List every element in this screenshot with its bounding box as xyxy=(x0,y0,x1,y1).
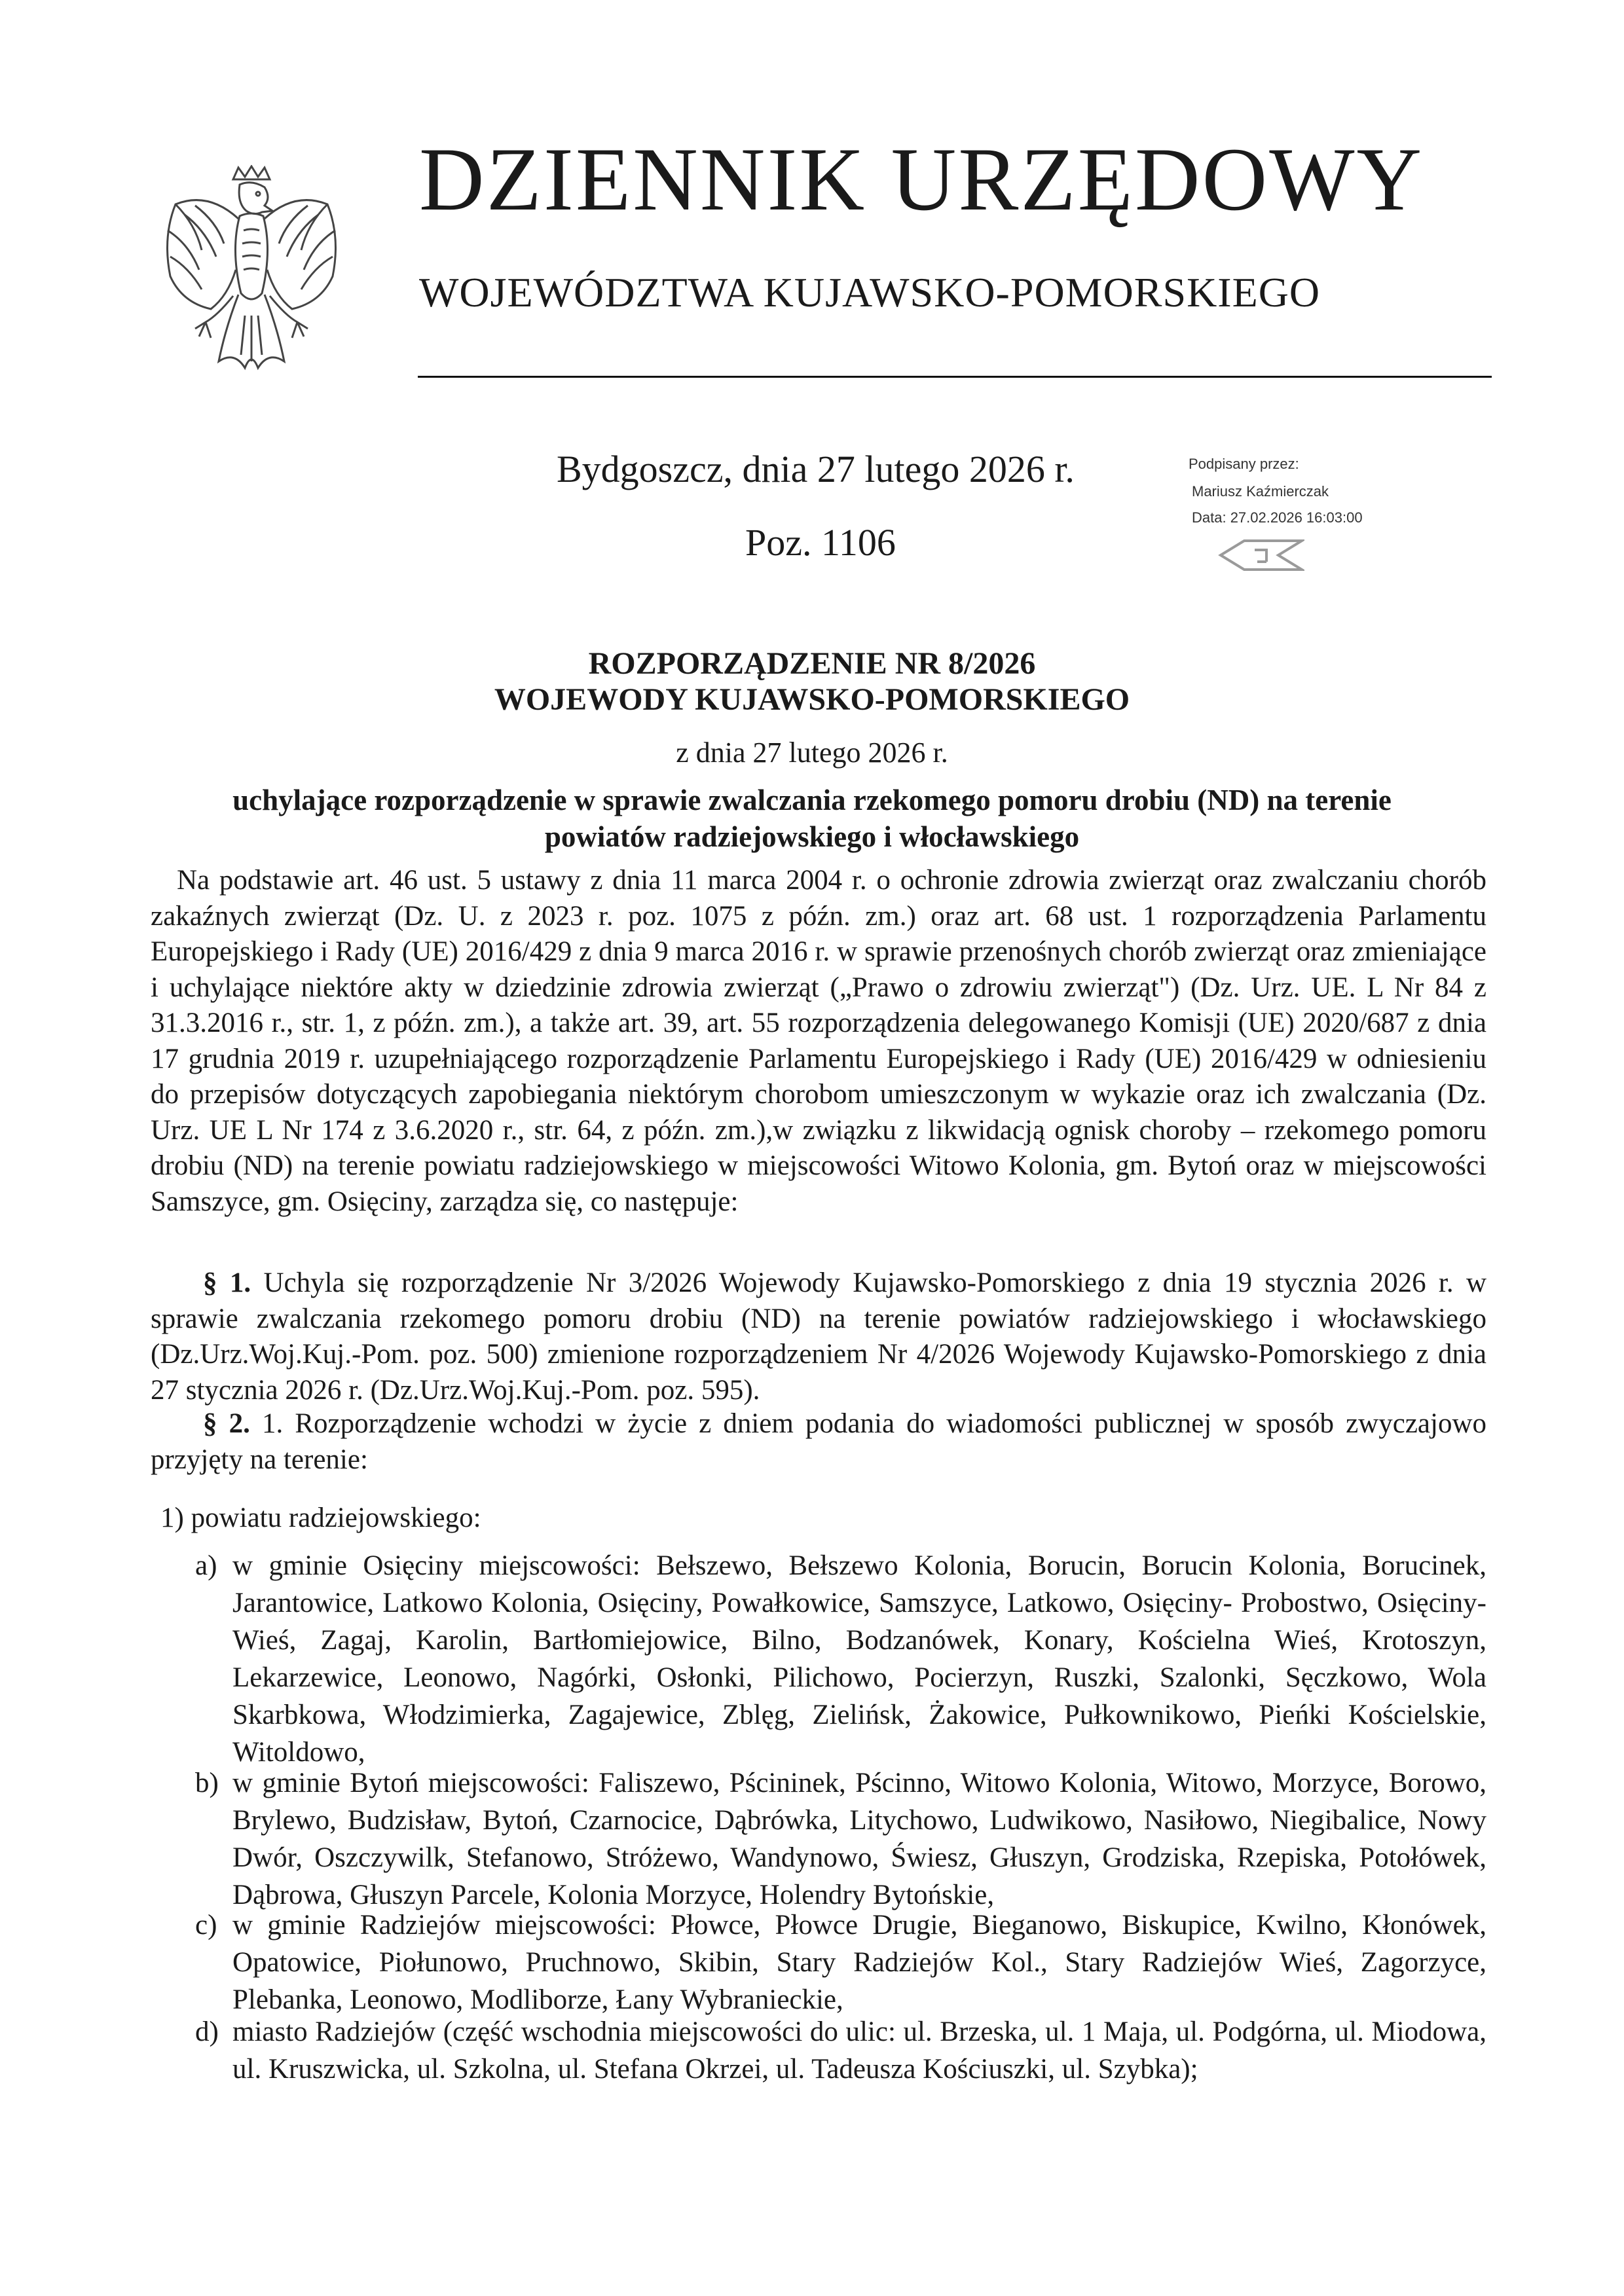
subitem-label: d) xyxy=(195,2016,219,2047)
legal-basis-paragraph: Na podstawie art. 46 ust. 5 ustawy z dnia 11 marca 2004 r. o ochronie zdrowia zwierząt oraz zwalczaniu chorób zakaźnych zwierząt (Dz. U. z 2023 r. poz. 1075 z późn. zm.) oraz art. 68 ust. 1 rozporządzenia Parlamentu Europejskiego i Rady (UE) 2016/429 z dnia 9 marca 2016 r. w sprawie przenośnych chorób zwierząt oraz zmieniające i uchylające niektóre akty w dziedzinie zdrowia zwierząt („Prawo o zdrowiu zwierząt") (Dz. Urz. UE. L Nr 84 z 31.3.2016 r., str. 1, z późn. zm.), a także art. 39, art. 55 rozporządzenia delegowanego Komisji (UE) 2020/687 z dnia 17 grudnia 2019 r. uzupełniającego rozporządzenie Parlamentu Europejskiego i Rady (UE) 2016/429 w odniesieniu do przepisów dotyczących zapobiegania niektórym chorobom umieszczonym w wykazie oraz ich zwalczania (Dz. Urz. UE L Nr 174 z 3.6.2020 r., str. 64, z późn. zm.),w związku z likwidacją ognisk choroby – rzekomego pomoru drobiu (ND) na terenie powiatu radziejowskiego w miejscowości Witowo Kolonia, gm. Bytoń oraz w miejscowości Samszyce, gm. Osięciny, zarządza się, co następuje: xyxy=(151,865,1486,1217)
section-1 xyxy=(151,1266,1486,1408)
section-2-text: 1. Rozporządzenie wchodzi w życie z dniem podania do wiadomości publicznej w sposób zwyczajowo przyjęty na terenie: xyxy=(151,1408,1486,1475)
regulation-date: z dnia 27 lutego 2026 r. xyxy=(676,737,948,769)
position-number: Poz. 1106 xyxy=(745,521,896,564)
subitem-label: b) xyxy=(195,1768,219,1798)
subitem-text: miasto Radziejów (część wschodnia miejscowości do ulic: ul. Brzeska, ul. 1 Maja, ul. Podgórna, ul. Miodowa, ul. Kruszwicka, ul. Szkolna, ul. Stefana Okrzei, ul. Tadeusza Kościuszki, ul. Szybka); xyxy=(232,2016,1486,2085)
list-item-1: 1) powiatu radziejowskiego: xyxy=(160,1503,481,1533)
subitem-c xyxy=(195,1906,1486,2018)
subitem-text: w gminie Osięciny miejscowości: Bełszewo, Bełszewo Kolonia, Borucin, Borucin Kolonia, Borucinek, Jarantowice, Latkowo Kolonia, Osięciny, Powałkowice, Samszyce, Latkowo, Osięciny- Probostwo, Osięciny-Wieś, Zagaj, Karolin, Bartłomiejowice, Bilno, Bodzanówek, Konary, Kościelna Wieś, Krotoszyn, Lekarzewice, Leonowo, Nagórki, Osłonki, Pilichowo, Pocierzyn, Ruszki, Szalonki, Sęczkowo, Wola Skarbkowa, Włodzimierka, Zagajewice, Zblęg, Zielińsk, Żakowice, Pułkownikowo, Pieńki Kościelskie, Witoldowo, xyxy=(232,1550,1486,1768)
subitem-label: a) xyxy=(195,1550,217,1581)
signature-valid-icon xyxy=(1218,536,1304,575)
place-and-date: Bydgoszcz, dnia 27 lutego 2026 r. xyxy=(557,448,1075,490)
subitem-text: w gminie Bytoń miejscowości: Faliszewo, Pścininek, Pścinno, Witowo Kolonia, Witowo, Morzyce, Borowo, Brylewo, Budzisław, Bytoń, Czarnocice, Dąbrówka, Litychowo, Ludwikowo, Nasiłowo, Niegibalice, Nowy Dwór, Oszczywilk, Stefanowo, Stróżewo, Wandynowo, Świesz, Głuszyn, Grodziska, Rzepiska, Potołówek, Dąbrowa, Głuszyn Parcele, Kolonia Morzyce, Holendry Bytońskie, xyxy=(232,1768,1486,1910)
journal-subtitle: WOJEWÓDZTWA KUJAWSKO-POMORSKIEGO xyxy=(419,269,1321,316)
coat-of-arms-eagle-icon xyxy=(156,165,347,388)
subitem-a xyxy=(195,1547,1486,1771)
section-2 xyxy=(151,1406,1486,1478)
journal-title: DZIENNIK URZĘDOWY xyxy=(419,129,1424,229)
subitem-b xyxy=(195,1764,1486,1914)
signature-name: Mariusz Kaźmierczak xyxy=(1192,483,1329,500)
section-1-mark: § 1. xyxy=(203,1267,251,1298)
subitem-d xyxy=(195,2013,1486,2088)
subitem-label: c) xyxy=(195,1910,217,1941)
signature-date: Data: 27.02.2026 16:03:00 xyxy=(1192,509,1363,526)
header-divider xyxy=(418,376,1492,378)
regulation-subject: uchylające rozporządzenie w sprawie zwalczania rzekomego pomoru drobiu (ND) na terenie xyxy=(232,784,1392,816)
regulation-issuer: WOJEWODY KUJAWSKO-POMORSKIEGO xyxy=(494,682,1130,717)
subitem-text: w gminie Radziejów miejscowości: Płowce, Płowce Drugie, Bieganowo, Biskupice, Kwilno, Kłonówek, Opatowice, Piołunowo, Pruchnowo, Skibin, Stary Radziejów Kol., Stary Radziejów Wieś, Zagorzyce, Plebanka, Leonowo, Modliborze, Łany Wybranieckie, xyxy=(232,1910,1486,2015)
signature-label: Podpisany przez: xyxy=(1189,456,1299,472)
section-1-text: Uchyla się rozporządzenie Nr 3/2026 Wojewody Kujawsko-Pomorskiego z dnia 19 stycznia 2026 r. w sprawie zwalczania rzekomego pomoru drobiu (ND) na terenie powiatów radziejowskiego i włocławskiego (Dz.Urz.Woj.Kuj.-Pom. poz. 500) zmienione rozporządzeniem Nr 4/2026 Wojewody Kujawsko-Pomorskiego z dnia 27 stycznia 2026 r. (Dz.Urz.Woj.Kuj.-Pom. poz. 595). xyxy=(151,1267,1487,1406)
regulation-title: ROZPORZĄDZENIE NR 8/2026 xyxy=(588,646,1036,681)
regulation-subject-continued: powiatów radziejowskiego i włocławskiego xyxy=(544,820,1080,853)
section-2-mark: § 2. xyxy=(203,1408,250,1439)
